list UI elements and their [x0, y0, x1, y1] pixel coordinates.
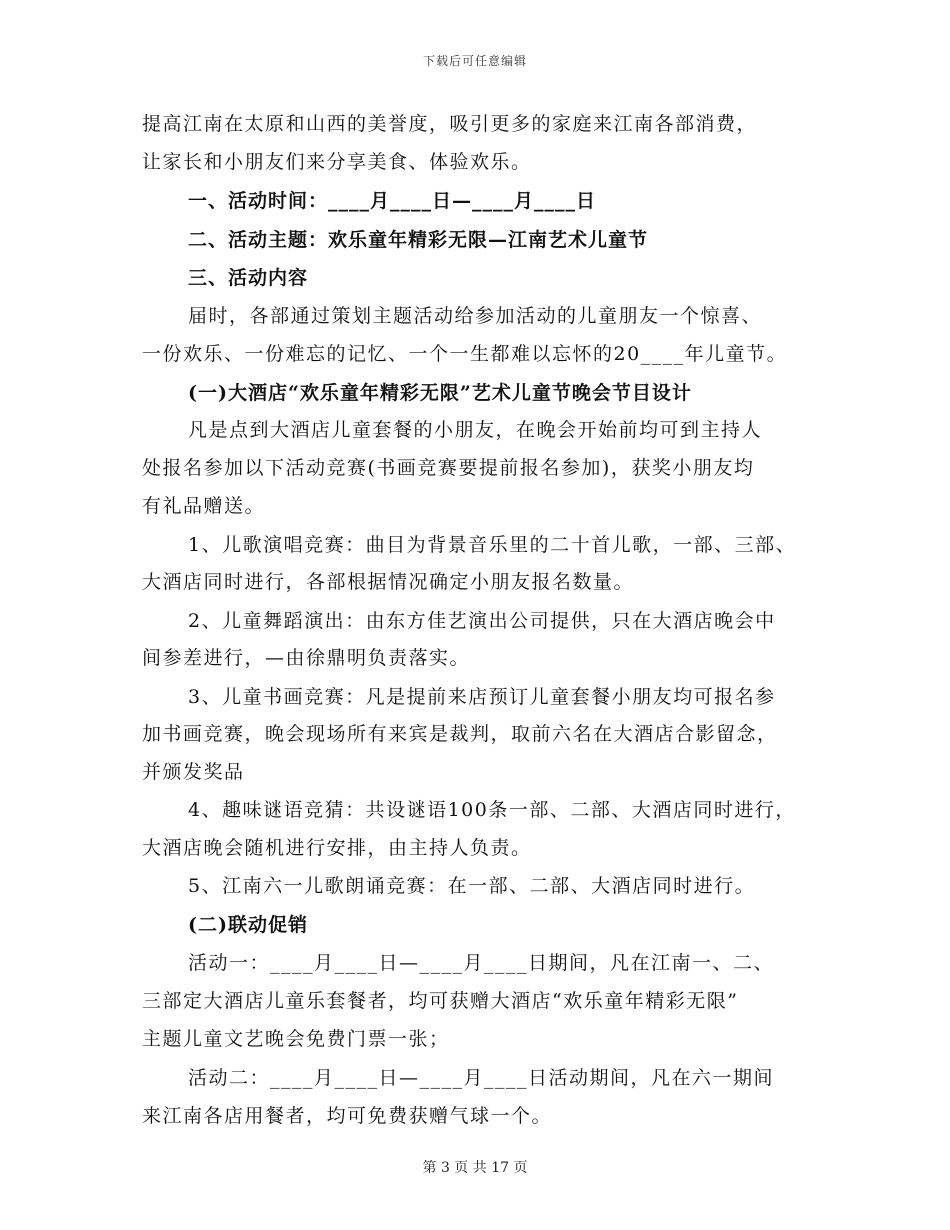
text-line: 三部定大酒店儿童乐套餐者，均可获赠大酒店“欢乐童年精彩无限” [142, 990, 739, 1012]
text-line: 届时，各部通过策划主题活动给参加活动的儿童朋友一个惊喜、 [188, 305, 763, 327]
text-line: 5、江南六一儿歌朗诵竞赛：在一部、二部、大酒店同时进行。 [188, 875, 756, 897]
section-heading: 二、活动主题：欢乐童年精彩无限—江南艺术儿童节 [188, 229, 649, 251]
text-line: 大酒店晚会随机进行安排，由主持人负责。 [142, 837, 532, 859]
text-line: 让家长和小朋友们来分享美食、体验欢乐。 [142, 151, 532, 173]
text-line: 3、儿童书画竞赛：凡是提前来店预订儿童套餐小朋友均可报名参 [188, 686, 776, 708]
text-line: 一份欢乐、一份难忘的记忆、一个一生都难以忘怀的20____年儿童节。 [142, 343, 788, 365]
page-header: 下载后可任意编辑 [422, 54, 527, 68]
text-line: 间参差进行，—由徐鼎明负责落实。 [142, 647, 471, 669]
text-line: 大酒店同时进行，各部根据情况确定小朋友报名数量。 [142, 571, 635, 593]
section-heading: (二)联动促销 [188, 914, 308, 936]
text-line: 并颁发奖品 [142, 761, 245, 783]
text-line: 活动一：____月____日—____月____日期间，凡在江南一、二、 [188, 952, 775, 974]
section-heading: 一、活动时间：____月____日—____月____日 [188, 190, 597, 212]
text-line: 2、儿童舞蹈演出：由东方佳艺演出公司提供，只在大酒店晚会中 [188, 610, 776, 632]
text-line: 凡是点到大酒店儿童套餐的小朋友，在晚会开始前均可到主持人 [188, 419, 763, 441]
text-line: 4、趣味谜语竞猜：共设谜语100条一部、二部、大酒店同时进行， [188, 799, 796, 821]
page-footer: 第 3 页 共 17 页 [422, 1160, 528, 1176]
text-line: 加书画竞赛，晚会现场所有来宾是裁判，取前六名在大酒店合影留念， [142, 723, 778, 745]
text-line: 有礼品赠送。 [142, 495, 266, 517]
section-heading: (一)大酒店“欢乐童年精彩无限”艺术儿童节晚会节目设计 [188, 382, 692, 404]
text-line: 提高江南在太原和山西的美誉度，吸引更多的家庭来江南各部消费， [142, 113, 758, 135]
text-line: 1、儿歌演唱竞赛：曲目为背景音乐里的二十首儿歌，一部、三部、 [188, 534, 797, 556]
text-line: 主题儿童文艺晚会免费门票一张； [142, 1028, 450, 1050]
text-line: 来江南各店用餐者，均可免费获赠气球一个。 [142, 1105, 553, 1127]
text-line: 活动二：____月____日—____月____日活动期间，凡在六一期间 [188, 1067, 775, 1089]
text-line: 处报名参加以下活动竞赛(书画竞赛要提前报名参加)，获奖小朋友均 [142, 457, 755, 479]
section-heading: 三、活动内容 [188, 267, 309, 289]
